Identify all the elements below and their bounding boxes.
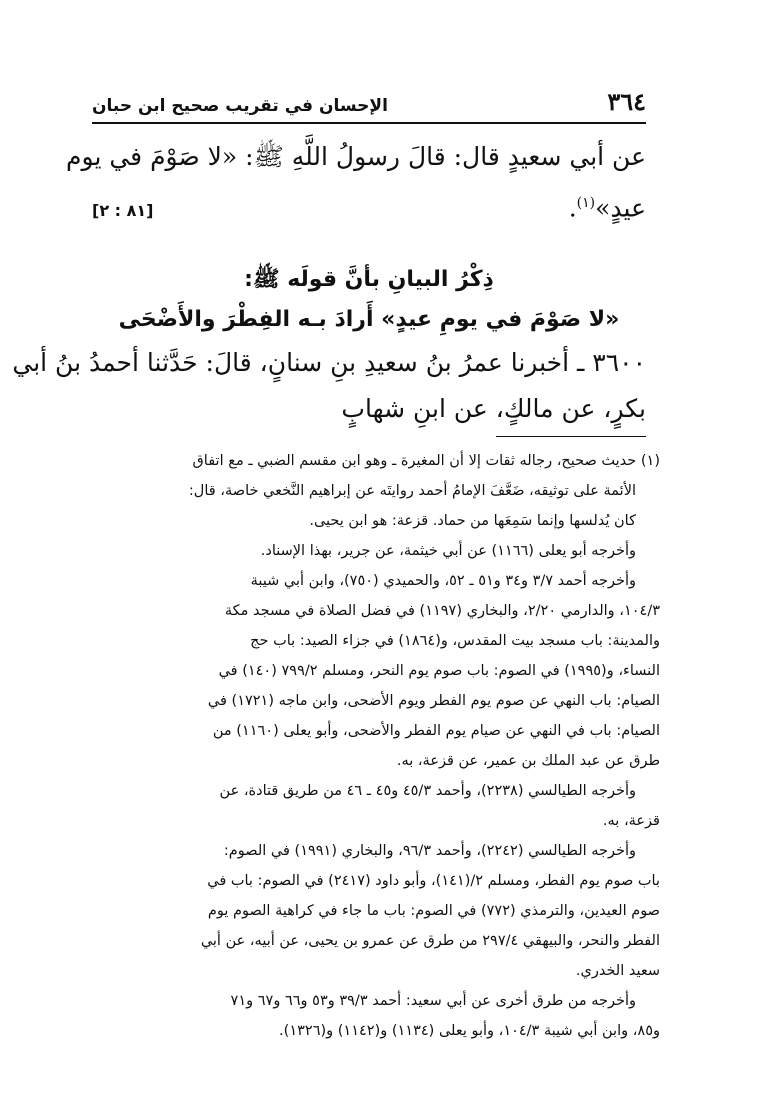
footnote-line: والمدينة: باب مسجد بيت المقدس، و(١٨٦٤) في جزاء الصيد: باب حج — [250, 633, 660, 649]
text-line-1: عن أبي سعيدٍ قال: قالَ رسولُ اللَّهِ ﷺ: «لا صَوْمَ في يوم — [66, 142, 646, 171]
footnote-line: الصيام: باب النهي عن صوم يوم الفطر ويوم الأضحى، وابن ماجه (١٧٢١) في — [207, 693, 660, 709]
footnote-line: النساء، و(١٩٩٥) في الصوم: باب صوم يوم النحر، ومسلم ٧٩٩/٢ (١٤٠) في — [218, 663, 660, 679]
page-number: ٣٦٤ — [607, 87, 646, 116]
running-header — [92, 82, 646, 124]
main-text — [12, 134, 646, 432]
footnote-line: طرق عن عبد الملك بن عمير، عن قزعة، به. — [396, 753, 660, 769]
footnote-line: و٨٥، وابن أبي شيبة ١٠٤/٣، وأبو يعلى (١١٣٤) و(١١٤٢) و(١٣٢٦). — [279, 1023, 660, 1039]
section-heading-line-1: ذِكْرُ البيانِ بأنَّ قولَه ﷺ: — [244, 267, 494, 293]
footnote-line: (١) حديث صحيح، رجاله ثقات إلا أن المغيرة ـ وهو ابن مقسم الضبي ـ مع اتفاق — [192, 453, 660, 469]
footnote-line: الأئمة على توثيقه، ضَعَّفَ الإمامُ أحمد روايتَه عن إبراهيم النَّخعي خاصة، قال: — [188, 483, 636, 499]
text-line-4: بكرٍ، عن مالكٍ، عن ابنِ شهابٍ — [341, 394, 646, 424]
footnote-line: وأخرجه الطيالسي (٢٢٤٢)، وأحمد ٩٦/٣، والبخاري (١٩٩١) في الصوم: — [223, 843, 636, 859]
book-title: الإحسان في تقريب صحيح ابن حبان — [92, 96, 388, 116]
footnote-line: وأخرجه الطيالسي (٢٢٣٨)، وأحمد ٤٥/٣ و٤٥ ـ ٤٦ من طريق قتادة، عن — [219, 783, 636, 799]
footnote-line: وأخرجه من طرق أخرى عن أبي سعيد: أحمد ٣٩/٣ و٥٣ و٦٦ و٦٧ و٧١ — [230, 993, 636, 1009]
hadith-end-text: عيدٍ» — [595, 193, 646, 223]
footnote-line: الفطر والنحر، والبيهقي ٢٩٧/٤ من طرق عن عمرو بن يحيى، عن أبيه، عن أبي — [200, 933, 660, 949]
footnote-line: وأخرجه أبو يعلى (١١٦٦) عن أبي خيثمة، عن جرير، بهذا الإسناد. — [260, 543, 636, 559]
footnote-line: وأخرجه أحمد ٣/٧ و٣٤ و٥١ ـ ٥٢، والحميدي (٧٥٠)، وابن أبي شيبة — [250, 573, 636, 589]
footnote-separator — [496, 436, 646, 437]
footnote-line: ١٠٤/٣، والدارمي ٢/٢٠، والبخاري (١١٩٧) في فضل الصلاة في مسجد مكة — [224, 603, 660, 619]
footnote-line: كان يُدلسها وإنما سَمِعَها من حماد. قزعة: هو ابن يحيى. — [309, 513, 636, 529]
footnote-line: صوم العيدين، والترمذي (٧٧٢) في الصوم: باب ما جاء في كراهية الصوم يوم — [207, 903, 660, 919]
text-line-2-content — [569, 180, 646, 231]
spacer — [92, 234, 646, 260]
text-line-3: ٣٦٠٠ ـ أخبرنا عمرُ بنُ سعيدِ بنِ سنانٍ، قالَ: حَدَّثنا أحمدُ بنُ أبي — [12, 348, 646, 378]
footnotes — [92, 446, 660, 1046]
footnote-line: باب صوم يوم الفطر، ومسلم ٢/(١٤١)، وأبو داود (٢٤١٧) في الصوم: باب في — [207, 873, 660, 889]
text-line-2 — [92, 180, 646, 234]
footnote-line: قزعة، به. — [602, 813, 660, 829]
cross-reference: [٨١ : ٢] — [92, 201, 154, 221]
line-end-punctuation: . — [568, 193, 577, 223]
footnote-line: الصيام: باب في النهي عن صيام يوم الفطر والأضحى، وأبو يعلى (١١٦٠) من — [212, 723, 660, 739]
footnote-marker: (١) — [576, 195, 596, 211]
section-heading-line-2: «لا صَوْمَ في يومِ عيدٍ» أَرادَ بـه الفِطْرَ والأَضْحَى — [118, 307, 620, 333]
footnote-line: سعيد الخدري. — [575, 963, 660, 979]
